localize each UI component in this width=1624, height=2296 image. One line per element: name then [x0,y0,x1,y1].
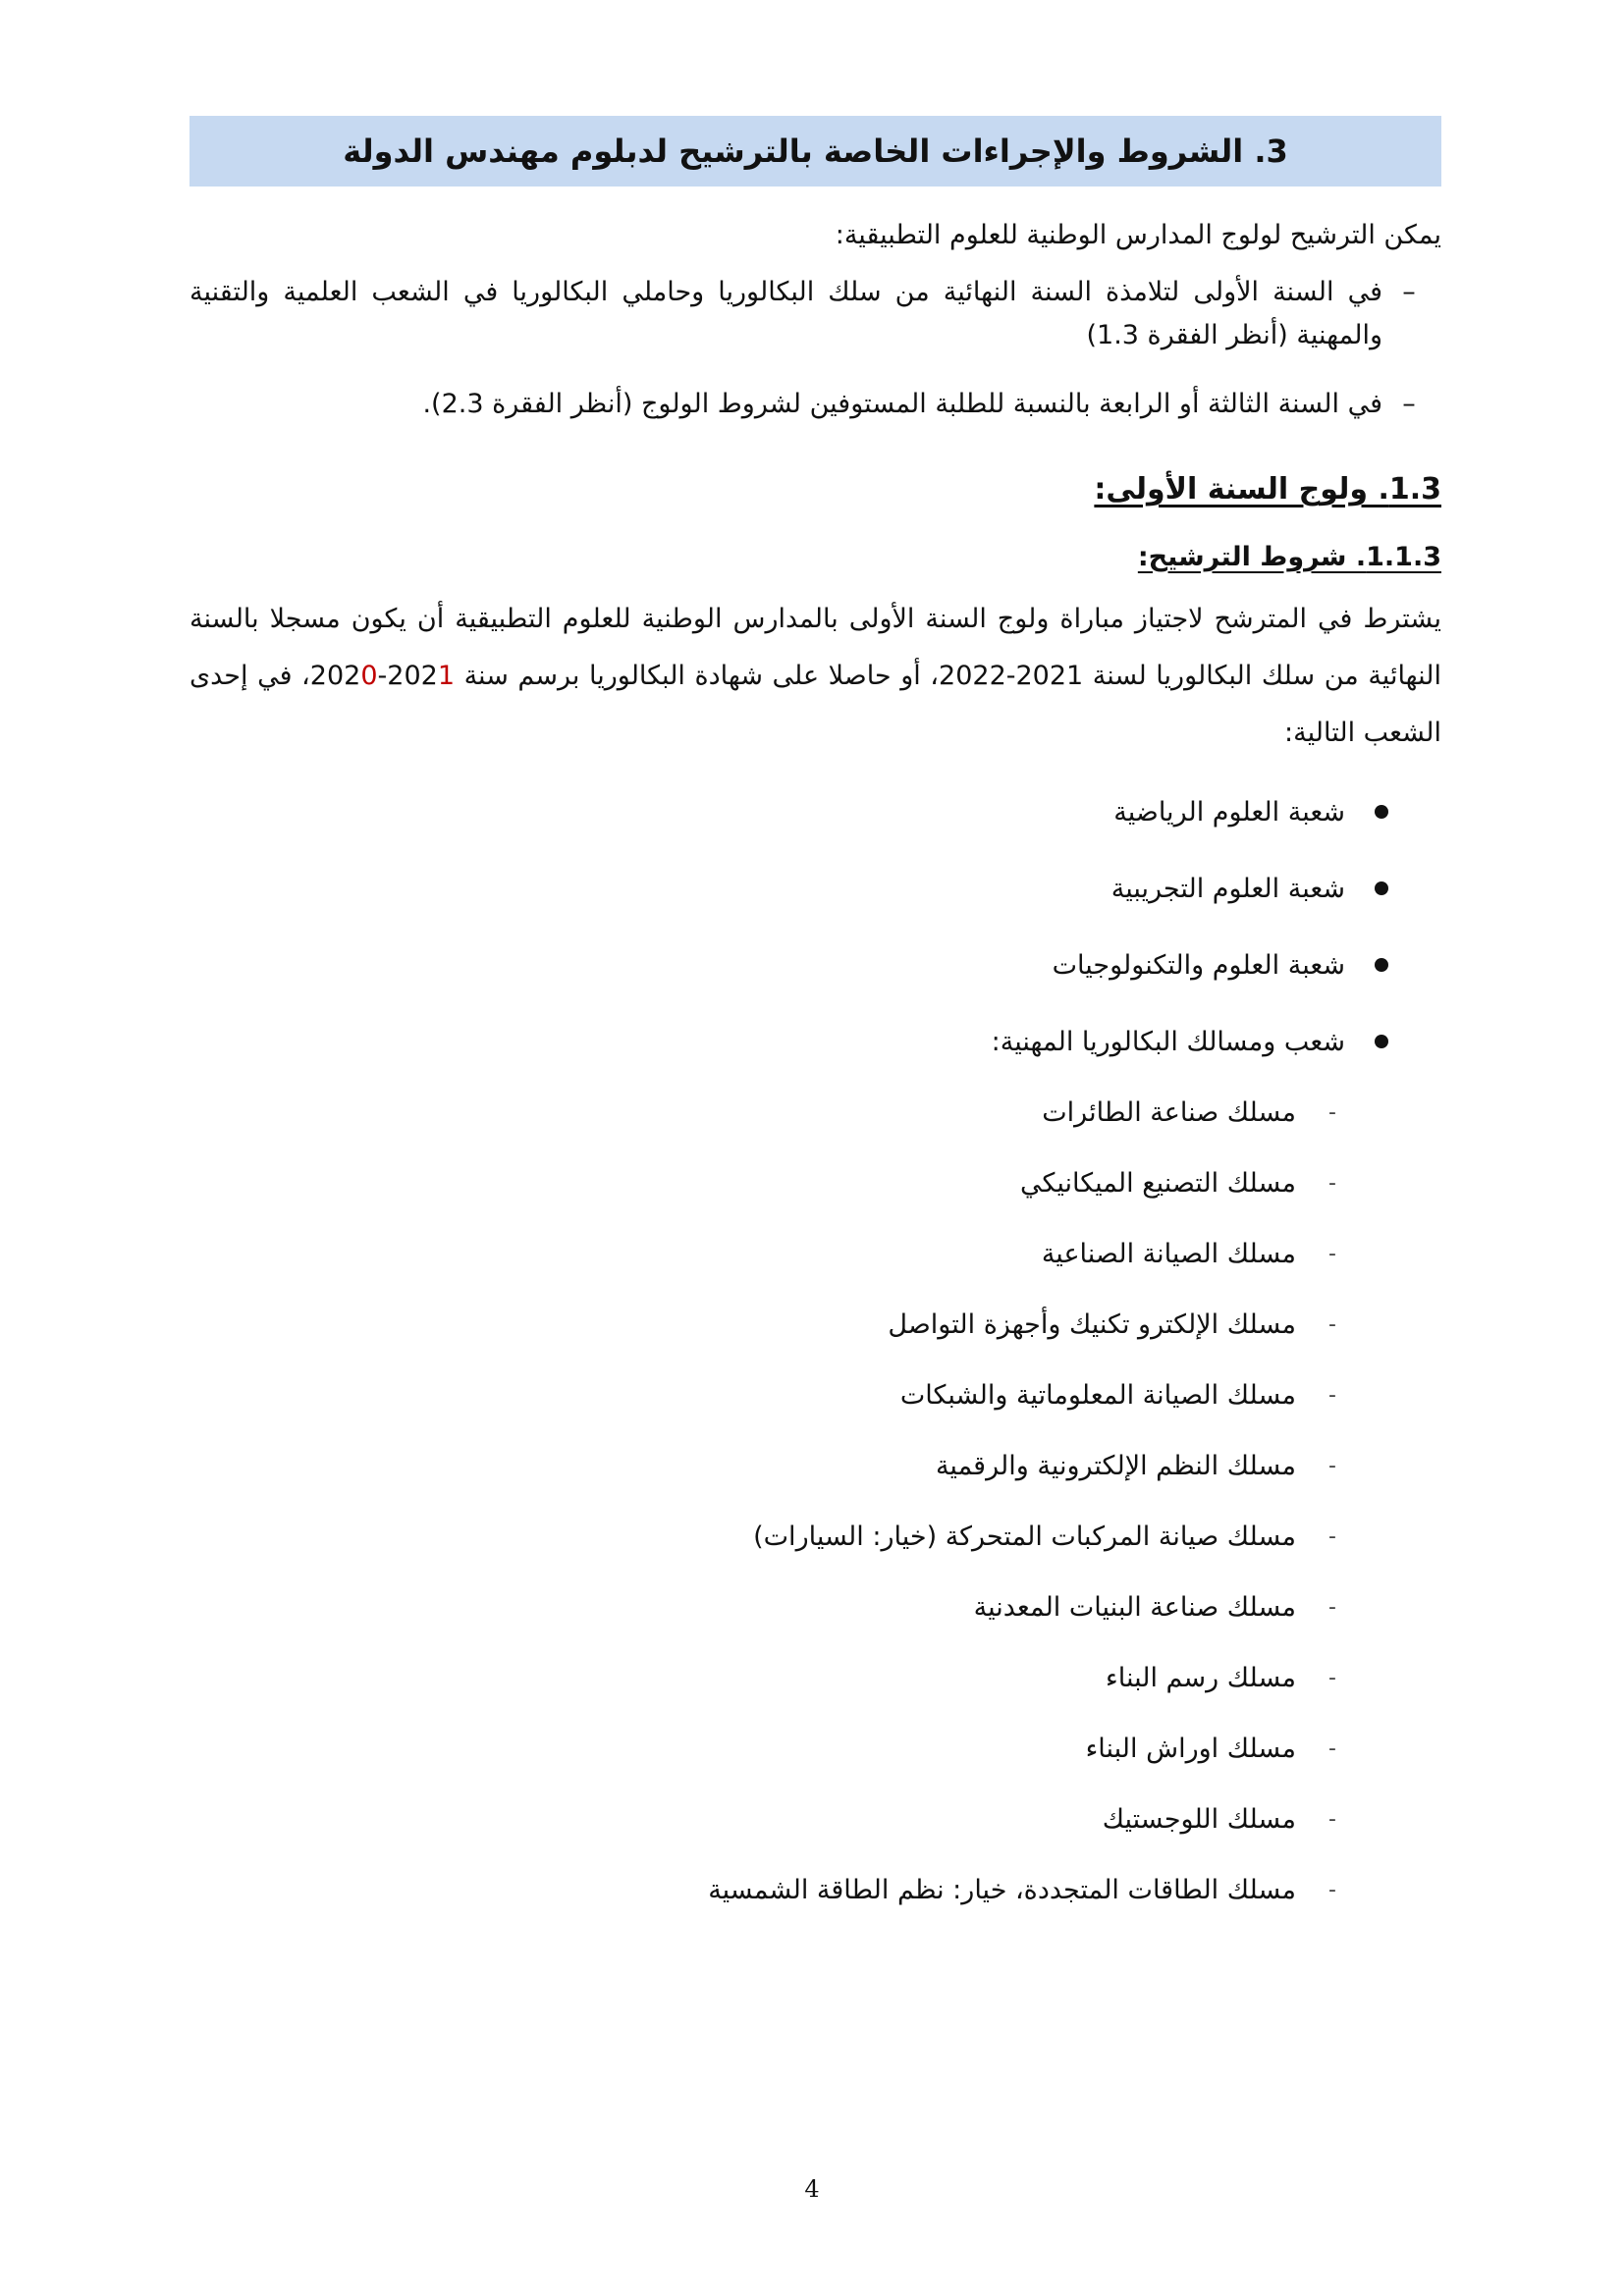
hyphen-marker: - [1328,1807,1336,1832]
hyphen-marker: - [1328,1171,1336,1196]
hyphen-marker: - [1328,1666,1336,1690]
intro-list-item [189,271,1441,357]
track-list-item-text: مسلك اوراش البناء [1085,1734,1296,1764]
dash-marker: – [1402,389,1416,419]
track-list-item [189,1516,1441,1586]
track-list-item [189,1728,1441,1798]
bullet-icon [1375,805,1388,819]
track-list-item [189,1586,1441,1657]
track-list-item [189,1092,1441,1162]
stream-list-item [189,791,1441,868]
bullet-icon [1375,881,1388,895]
bullet-icon [1375,958,1388,972]
hyphen-marker: - [1328,1242,1336,1266]
track-list-item [189,1657,1441,1728]
paragraph-text: -202 [309,661,388,691]
stream-list-item-text: شعبة العلوم الرياضية [1113,797,1345,828]
track-list-item-text: مسلك صناعة الطائرات [1042,1097,1296,1128]
stream-list-item-text: شعبة العلوم التجريبية [1110,874,1345,904]
track-list-item-text: مسلك التصنيع الميكانيكي [1019,1168,1296,1199]
intro-text: يمكن الترشيح لولوج المدارس الوطنية للعلوم التطبيقية: [835,220,1441,250]
dash-marker: – [1402,277,1416,307]
track-list-item-text: مسلك رسم البناء [1106,1663,1296,1693]
track-list-item-text: مسلك الصيانة المعلوماتية والشبكات [899,1380,1296,1411]
hyphen-marker: - [1328,1100,1336,1125]
stream-list-item [189,868,1441,944]
subsubsection-heading: 1.1.3. شروط الترشيح: [1137,542,1441,572]
track-list-item-text: مسلك الطاقات المتجددة، خيار: نظم الطاقة الشمسية [708,1875,1296,1905]
hyphen-marker: - [1328,1524,1336,1549]
paragraph-text: يشترط في المترشح لاجتياز مباراة ولوج السنة الأولى بالمدارس الوطنية للعلوم التطبيقية أن يكون مسجلا بالسنة النهائية من سلك البكالوريا لسنة 2021-2022، أو حاصلا على شهادة البكالوريا برسم سنة 202 [189,604,1441,691]
bullet-icon [1375,1035,1388,1048]
highlighted-digit: 0 [360,661,378,691]
conditions-paragraph [189,591,1441,762]
section-title-banner [189,116,1441,187]
stream-list-item-text: شعب ومسالك البكالوريا المهنية: [991,1027,1345,1057]
track-list-item-text: مسلك صيانة المركبات المتحركة (خيار: السيارات) [753,1522,1296,1552]
hyphen-marker: - [1328,1595,1336,1620]
hyphen-marker: - [1328,1736,1336,1761]
track-list-item-text: مسلك الإلكترو تكنيك وأجهزة التواصل [888,1309,1296,1340]
track-list-item [189,1233,1441,1304]
hyphen-marker: - [1328,1454,1336,1478]
track-list-item-text: مسلك اللوجستيك [1102,1804,1296,1835]
page-content [189,214,1441,1940]
paragraph-text: ، في إحدى الشعب التالية: [189,661,1441,748]
highlighted-digit: 1 [437,661,455,691]
track-list-item [189,1162,1441,1233]
hyphen-marker: - [1328,1312,1336,1337]
intro-list-item-text: في السنة الثالثة أو الرابعة بالنسبة للطلبة المستوفين لشروط الولوج (أنظر الفقرة 2.3). [422,389,1382,419]
track-list-item-text: مسلك النظم الإلكترونية والرقمية [935,1451,1296,1481]
intro-list-item-text: في السنة الأولى لتلامذة السنة النهائية من سلك البكالوريا وحاملي البكالوريا في الشعب العلمية والتقنية والمهنية (أنظر الفقرة 1.3) [189,277,1382,350]
track-list-item [189,1798,1441,1869]
track-list-item-text: مسلك صناعة البنيات المعدنية [973,1592,1296,1623]
track-list-item [189,1304,1441,1374]
stream-list [189,791,1441,1097]
track-list-item [189,1374,1441,1445]
intro-list-item [189,383,1441,426]
page-number: 4 [804,2175,820,2203]
stream-list-item [189,944,1441,1021]
hyphen-marker: - [1328,1383,1336,1408]
stream-list-item [189,1021,1441,1097]
intro-list [189,271,1441,426]
track-list-item [189,1445,1441,1516]
track-list-item-text: مسلك الصيانة الصناعية [1041,1239,1296,1269]
section-title: 3. الشروط والإجراءات الخاصة بالترشيح لدبلوم مهندس الدولة [343,133,1288,170]
subsection-heading: 1.3. ولوج السنة الأولى: [1094,472,1441,507]
vocational-track-list [189,1092,1441,1940]
stream-list-item-text: شعبة العلوم والتكنولوجيات [1052,950,1345,981]
track-list-item [189,1869,1441,1940]
hyphen-marker: - [1328,1878,1336,1902]
